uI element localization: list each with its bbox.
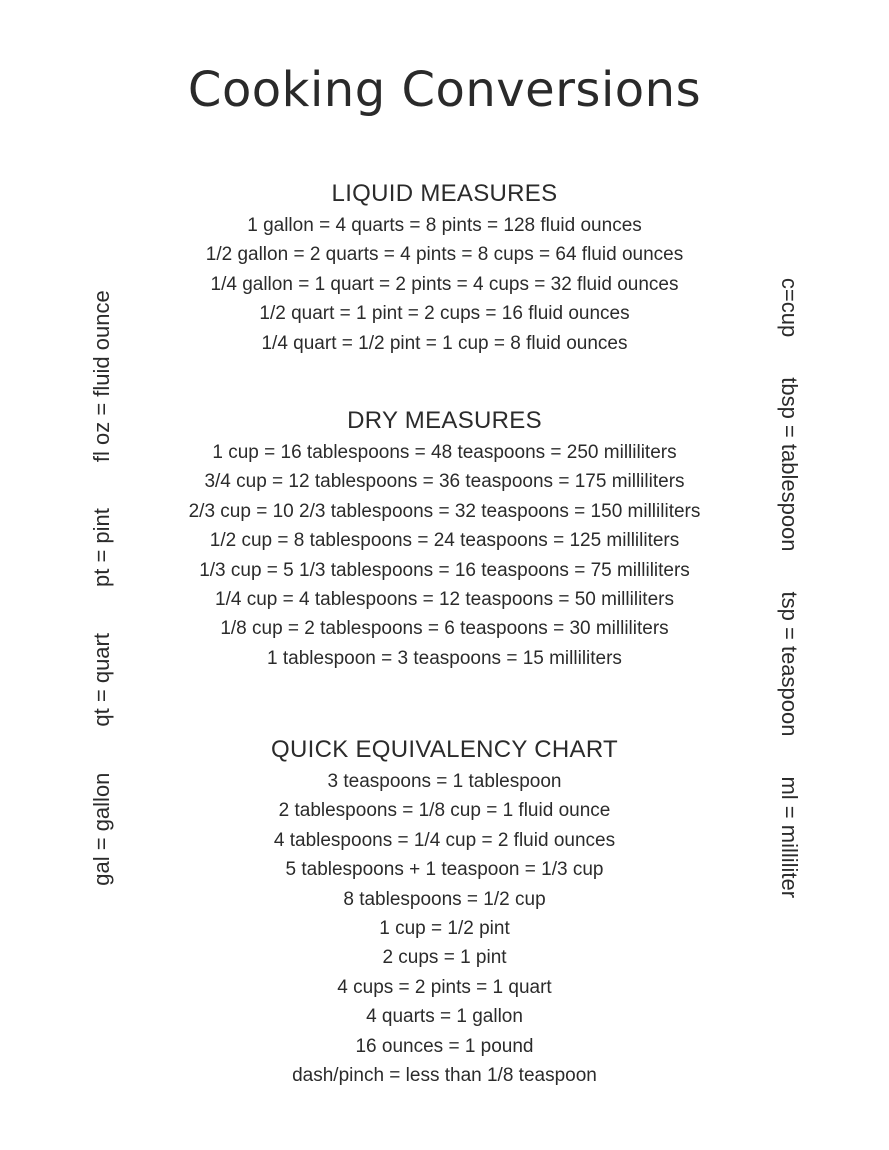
page-title: Cooking Conversions [187,62,702,118]
abbreviation-gallon: gal = gallon [89,772,114,886]
quick-line: 2 cups = 1 pint [382,947,507,969]
quick-line: 2 tablespoons = 1/8 cup = 1 fluid ounce [278,800,611,822]
liquid-measures-section [0,179,889,358]
abbreviations-left [89,290,115,885]
liquid-line: 1 gallon = 4 quarts = 8 pints = 128 fluid ounces [247,215,642,236]
abbreviation-tablespoon: tbsp = tablespoon [777,377,802,552]
quick-line: 5 tablespoons + 1 teaspoon = 1/3 cup [285,859,604,881]
liquid-measures-heading: LIQUID MEASURES [331,180,558,207]
quick-line: 4 quarts = 1 gallon [366,1006,523,1028]
quick-line: 4 tablespoons = 1/4 cup = 2 fluid ounces [273,829,616,851]
abbreviation-pint: pt = pint [89,508,114,587]
quick-line: 4 cups = 2 pints = 1 quart [337,976,552,998]
liquid-line: 1/4 gallon = 1 quart = 2 pints = 4 cups = 32 fluid ounces [210,273,679,295]
dry-line: 1/2 cup = 8 tablespoons = 24 teaspoons = 125 milliliters [209,530,680,552]
quick-line: dash/pinch = less than 1/8 teaspoon [292,1065,597,1087]
abbreviation-quart: qt = quart [89,633,114,727]
dry-measures-heading: DRY MEASURES [347,407,542,434]
quick-line: 1 cup = 1/2 pint [379,918,510,940]
dry-line: 1 cup = 16 tablespoons = 48 teaspoons = 250 milliliters [212,442,677,463]
dry-line: 2/3 cup = 10 2/3 tablespoons = 32 teaspoons = 150 milliliters [188,500,701,522]
abbreviation-teaspoon: tsp = teaspoon [777,591,802,737]
quick-equivalency-heading: QUICK EQUIVALENCY CHART [271,736,618,763]
quick-equivalency-section [0,735,889,1090]
dry-line: 1/8 cup = 2 tablespoons = 6 teaspoons = 30 milliliters [220,618,669,640]
abbreviation-milliliter: ml = milliliter [777,776,802,899]
dry-line: 1 tablespoon = 3 teaspoons = 15 milliliters [267,647,622,669]
liquid-line: 1/2 gallon = 2 quarts = 4 pints = 8 cups = 64 fluid ounces [205,244,684,266]
dry-line: 3/4 cup = 12 tablespoons = 36 teaspoons = 175 milliliters [204,471,685,493]
liquid-line: 1/2 quart = 1 pint = 2 cups = 16 fluid ounces [259,303,630,325]
abbreviation-fluid-ounce: fl oz = fluid ounce [89,290,114,463]
dry-measures-section [0,406,889,673]
quick-line: 3 teaspoons = 1 tablespoon [327,771,562,792]
quick-line: 8 tablespoons = 1/2 cup [343,888,546,910]
abbreviation-cup: c=cup [777,277,802,338]
liquid-line: 1/4 quart = 1/2 pint = 1 cup = 8 fluid ounces [261,332,628,354]
dry-line: 1/3 cup = 5 1/3 tablespoons = 16 teaspoons = 75 milliliters [199,559,690,581]
dry-line: 1/4 cup = 4 tablespoons = 12 teaspoons = 50 milliliters [215,589,674,611]
quick-line: 16 ounces = 1 pound [355,1035,534,1057]
abbreviations-right [776,278,802,898]
